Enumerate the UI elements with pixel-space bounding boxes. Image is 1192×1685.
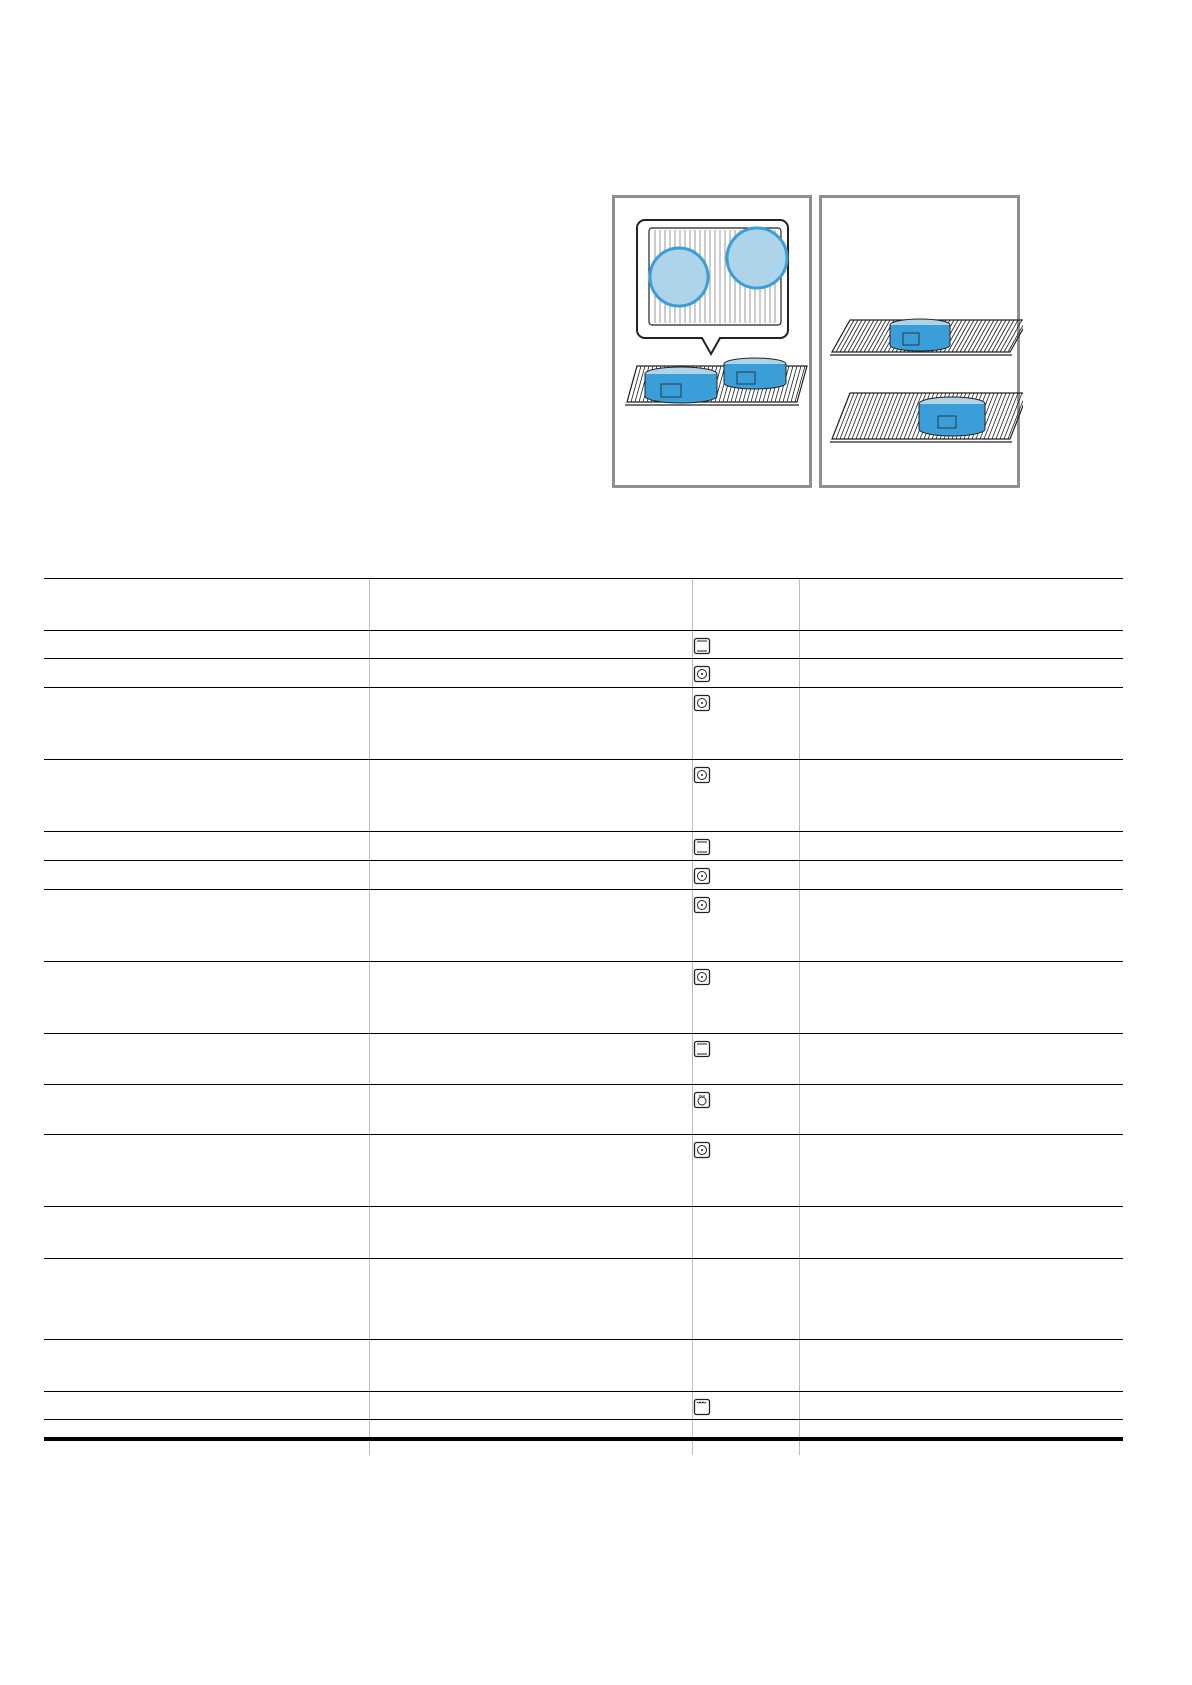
- table-cell-col2: [369, 1259, 693, 1339]
- table-cell-col3: [692, 890, 800, 961]
- svg-text:eco: eco: [698, 1093, 706, 1098]
- table-cell-col1: [44, 962, 369, 1033]
- table-cell-col4: [799, 688, 1123, 759]
- table-cell-col3: [692, 861, 800, 889]
- top-bottom-heating-icon: [693, 1040, 711, 1058]
- table-cell-col1: [44, 631, 369, 658]
- table-cell-col1: [44, 832, 369, 860]
- table-row: [44, 578, 1123, 630]
- table-cell-col2: [369, 1392, 693, 1419]
- table-cell-col3: [692, 1085, 800, 1134]
- table-cell-col2: [369, 890, 693, 961]
- table-cell-col1: [44, 1259, 369, 1339]
- table-row: [44, 1206, 1123, 1258]
- baking-illustration: [612, 195, 1022, 493]
- grill-icon: [693, 1398, 711, 1416]
- table-cell-col2: [369, 1034, 693, 1084]
- table-cell-col3: [692, 1392, 800, 1419]
- table-row: [44, 1134, 1123, 1206]
- table-row: [44, 1339, 1123, 1391]
- two-springform-tins-side-by-side-illustration: [612, 195, 812, 488]
- table-cell-col3: [692, 962, 800, 1033]
- table-cell-col4: [799, 1135, 1123, 1206]
- table-cell-col2: [369, 631, 693, 658]
- table-cell-col2: [369, 1135, 693, 1206]
- table-cell-col4: [799, 579, 1123, 630]
- hot-air-eco-icon: [693, 1091, 711, 1109]
- top-bottom-heating-icon: [693, 838, 711, 856]
- table-row: [44, 759, 1123, 831]
- table-row: [44, 1391, 1123, 1419]
- table-row: [44, 831, 1123, 860]
- table-row: [44, 961, 1123, 1033]
- table-cell-col4: [799, 659, 1123, 687]
- table-cell-col1: [44, 1392, 369, 1419]
- top-bottom-heating-icon: [693, 637, 711, 655]
- table-cell-col3: [692, 1034, 800, 1084]
- table-cell-col4: [799, 760, 1123, 831]
- table-cell-col4: [799, 890, 1123, 961]
- table-cell-col2: [369, 962, 693, 1033]
- table-cell-col4: [799, 1259, 1123, 1339]
- baking-table: [44, 578, 1123, 1455]
- table-cell-col1: [44, 1085, 369, 1134]
- table-cell-col2: [369, 1207, 693, 1258]
- table-cell-col4: [799, 1034, 1123, 1084]
- table-cell-col3: [692, 631, 800, 658]
- table-cell-col1: [44, 1207, 369, 1258]
- table-cell-col2: [369, 579, 693, 630]
- table-cell-col1: [44, 688, 369, 759]
- table-cell-col4: [799, 1207, 1123, 1258]
- table-cell-col1: [44, 861, 369, 889]
- table-cell-col2: [369, 1340, 693, 1391]
- table-cell-col2: [369, 832, 693, 860]
- 3d-hot-air-icon: [693, 694, 711, 712]
- table-cell-col1: [44, 890, 369, 961]
- table-cell-col3: [692, 832, 800, 860]
- table-cell-col4: [799, 1340, 1123, 1391]
- table-row: [44, 1258, 1123, 1339]
- table-cell-col3: [692, 1135, 800, 1206]
- table-row: [44, 687, 1123, 759]
- table-cell-col2: [369, 688, 693, 759]
- table-cell-col2: [369, 1085, 693, 1134]
- table-cell-col4: [799, 832, 1123, 860]
- table-cell-col2: [369, 659, 693, 687]
- 3d-hot-air-icon: [693, 665, 711, 683]
- table-row: [44, 1033, 1123, 1084]
- table-cell-col3: [692, 1259, 800, 1339]
- table-row: [44, 658, 1123, 687]
- table-cell-col1: [44, 760, 369, 831]
- table-cell-col4: [799, 1392, 1123, 1419]
- table-row: [44, 889, 1123, 961]
- 3d-hot-air-icon: [693, 968, 711, 986]
- table-cell-col3: [692, 1207, 800, 1258]
- table-cell-col3: [692, 1340, 800, 1391]
- 3d-hot-air-icon: [693, 1141, 711, 1159]
- table-row: [44, 630, 1123, 658]
- table-cell-col3: [692, 579, 800, 630]
- table-cell-col2: [369, 760, 693, 831]
- table-cell-col4: [799, 631, 1123, 658]
- table-cell-col4: [799, 1085, 1123, 1134]
- 3d-hot-air-icon: [693, 766, 711, 784]
- table-cell-col1: [44, 1340, 369, 1391]
- table-cell-col1: [44, 579, 369, 630]
- table-cell-col2: [369, 861, 693, 889]
- 3d-hot-air-icon: [693, 896, 711, 914]
- table-cell-col1: [44, 1034, 369, 1084]
- 3d-hot-air-icon: [693, 867, 711, 885]
- table-bottom-rule: [44, 1437, 1123, 1441]
- table-row: [44, 860, 1123, 889]
- table-cell-col3: [692, 659, 800, 687]
- table-cell-col1: [44, 659, 369, 687]
- table-cell-col4: [799, 962, 1123, 1033]
- table-cell-col3: [692, 688, 800, 759]
- table-cell-col4: [799, 861, 1123, 889]
- table-cell-col1: [44, 1135, 369, 1206]
- table-row: [44, 1084, 1123, 1134]
- springform-tins-on-two-levels-illustration: [819, 195, 1020, 488]
- table-cell-col3: [692, 760, 800, 831]
